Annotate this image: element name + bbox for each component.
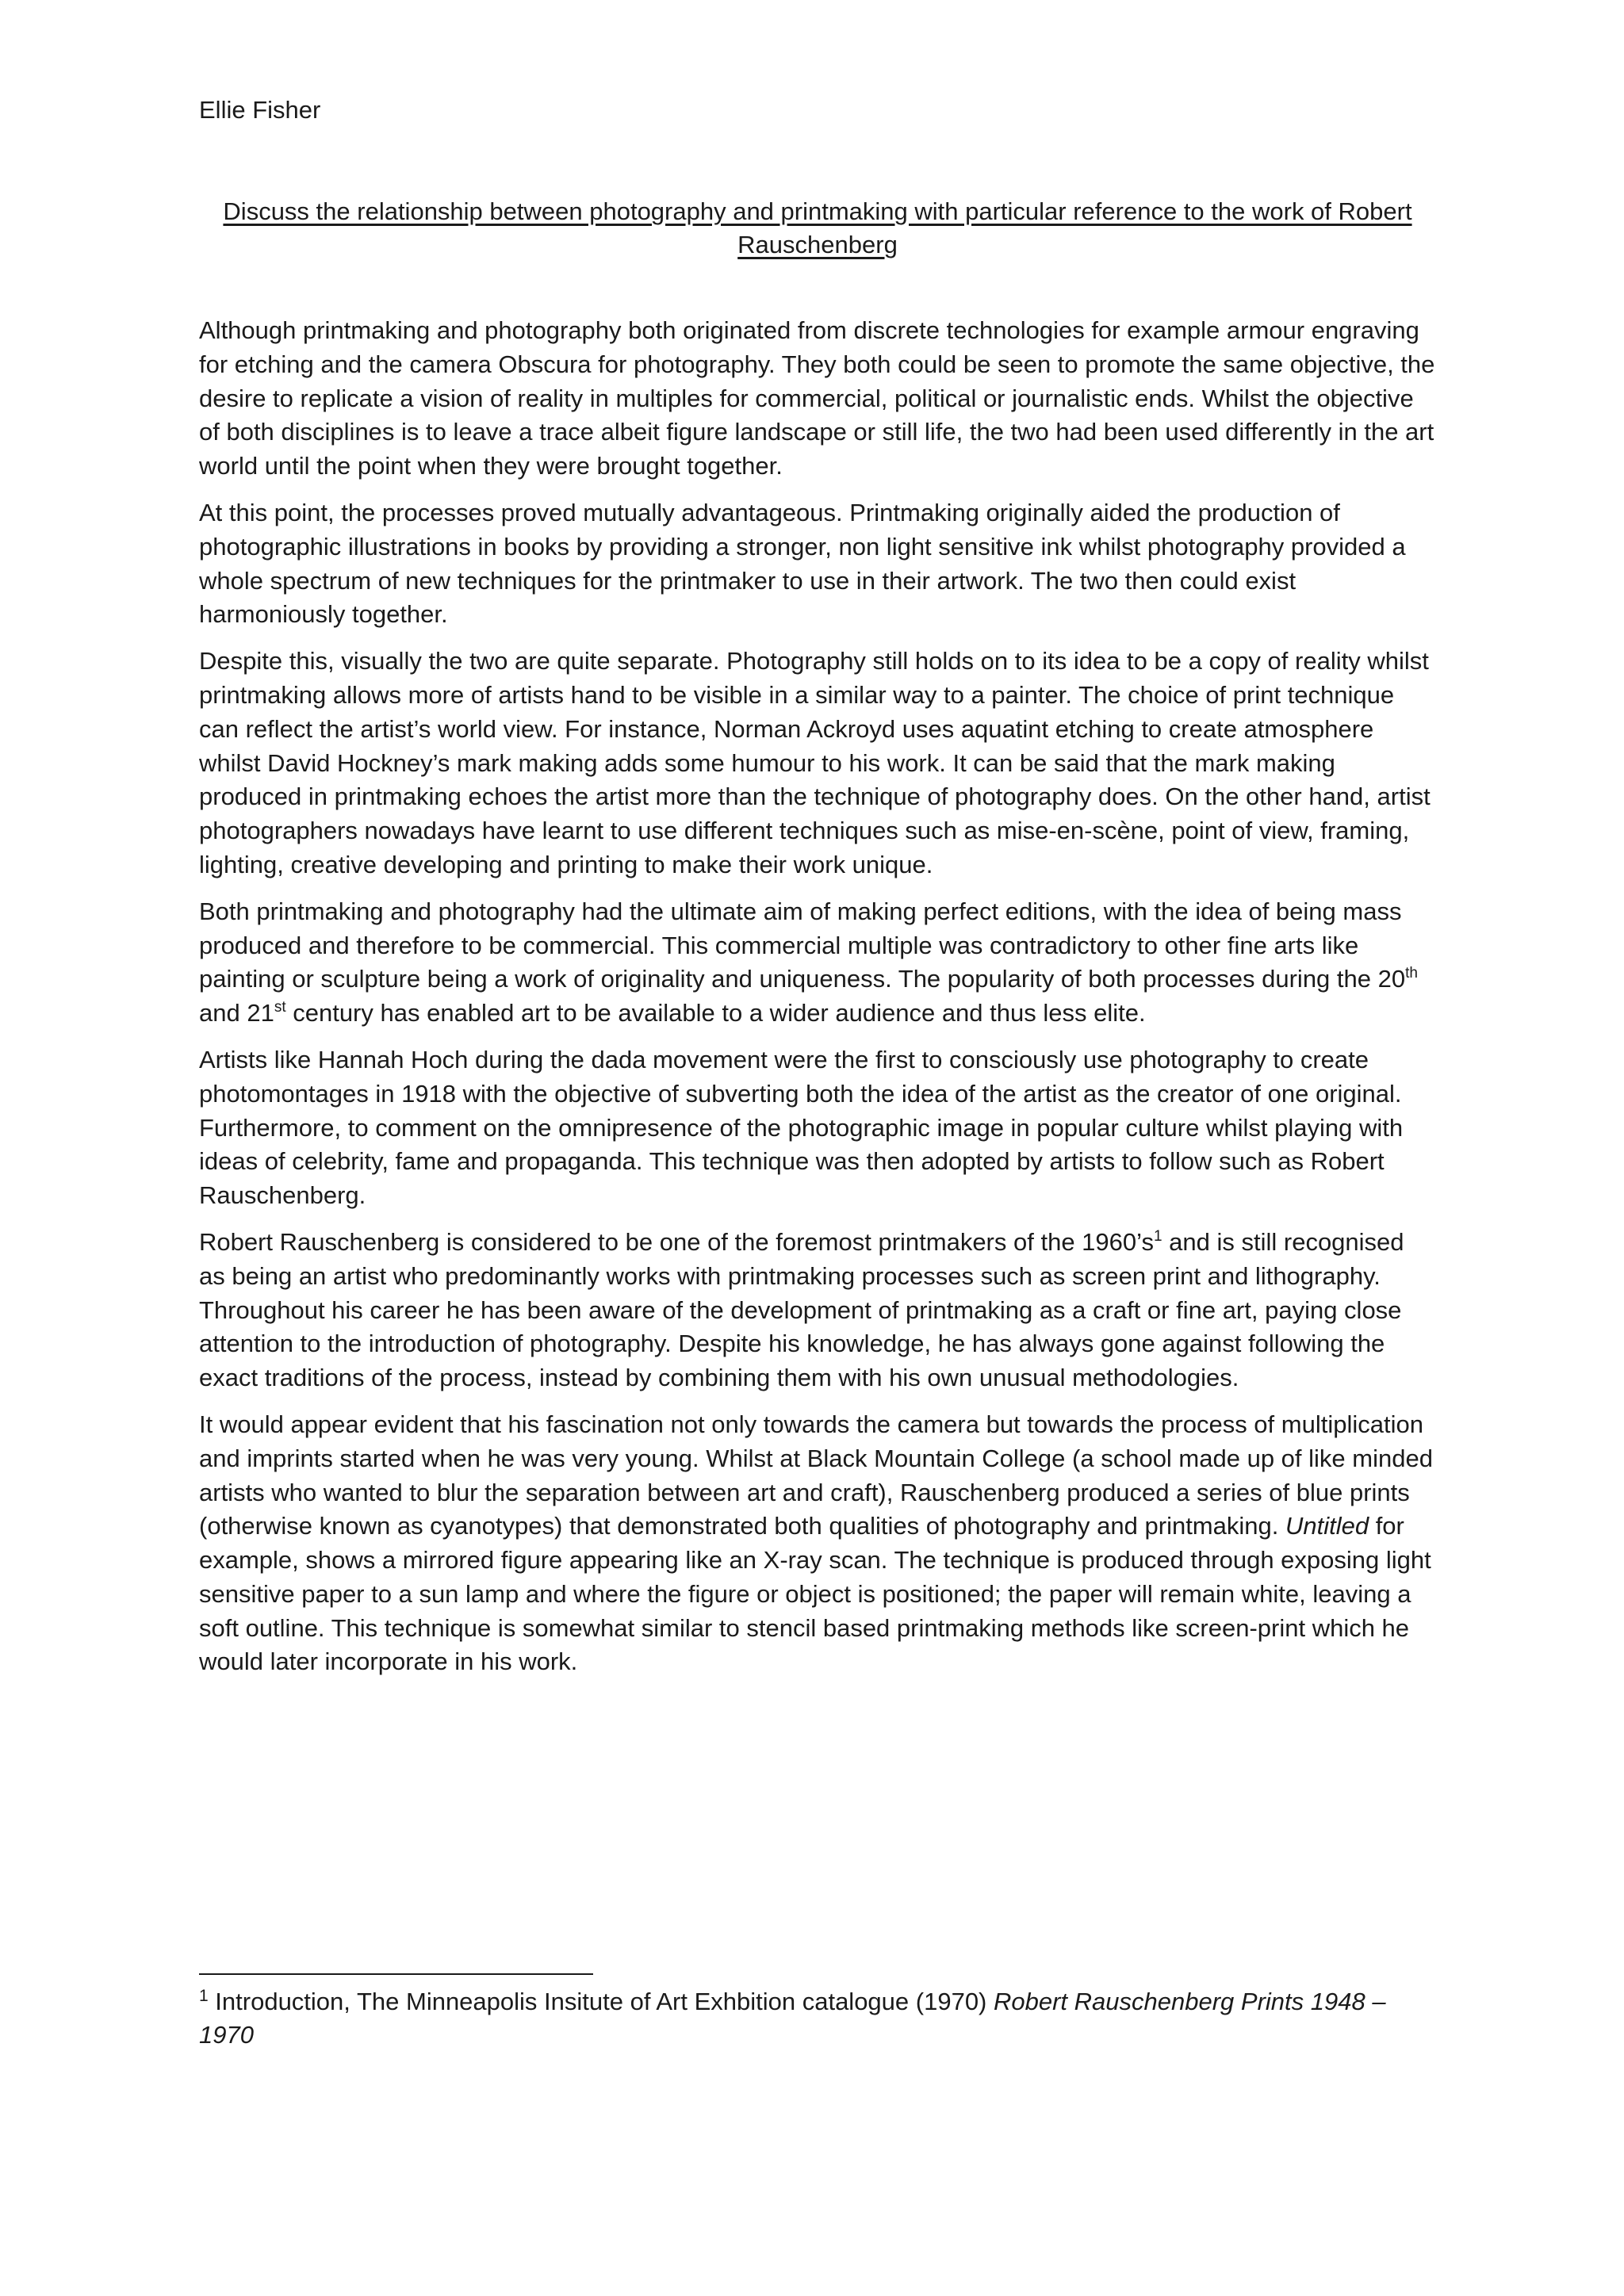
superscript-st: st xyxy=(274,999,286,1016)
footnote-text: Introduction, The Minneapolis Insitute of Art Exhbition catalogue (1970) xyxy=(208,1988,994,2015)
paragraph-4 xyxy=(199,895,1436,1031)
footnote-italic-title: Robert Rauschenberg Prints 1948 – 1970 xyxy=(199,1988,1386,2049)
author-name: Ellie Fisher xyxy=(199,96,321,124)
paragraph-2: At this point, the processes proved mutually advantageous. Printmaking originally aided the production of photographic illustrations in books by providing a stronger, non light sensitive ink whilst photography provided a whole spectrum of new techniques for the printmaker to use in their artwork. The two then could exist harmoniously together. xyxy=(199,498,1406,629)
paragraph-7-text-b: for example, shows a mirrored figure appearing like an X-ray scan. The technique is produced through exposing light sensitive paper to a sun lamp and where the figure or object is positioned; the paper will remain white, leaving a soft outline. This technique is somewhat similar to stencil based printmaking methods like screen-print which he would later incorporate in his work. xyxy=(199,1512,1431,1676)
paragraph-7-text-a: It would appear evident that his fascination not only towards the camera but towards the process of multiplication and imprints started when he was very young. Whilst at Black Mountain College (a school made up of like minded artists who wanted to blur the separation between art and craft), Rauschenberg produced a series of blue prints (otherwise known as cyanotypes) that demonstrated both qualities of photography and printmaking. xyxy=(199,1410,1433,1540)
paragraph-4-text-b: and 21 xyxy=(199,999,274,1027)
paragraph-6 xyxy=(199,1226,1436,1395)
superscript-th: th xyxy=(1405,965,1418,982)
paragraph-5: Artists like Hannah Hoch during the dada movement were the first to consciously use photography to create photomontages in 1918 with the objective of subverting both the idea of the artist as the creator of one original. Furthermore, to comment on the omnipresence of the photographic image in popular culture whilst playing with ideas of celebrity, fame and propaganda. This technique was then adopted by artists to follow such as Robert Rauschenberg. xyxy=(199,1045,1404,1210)
paragraph-4-text-c: century has enabled art to be available to a wider audience and thus less elite. xyxy=(285,999,1146,1027)
footnote xyxy=(199,1985,1436,2052)
essay-body xyxy=(199,314,1436,1692)
paragraph-7 xyxy=(199,1408,1436,1679)
footnote-separator xyxy=(199,1973,593,1975)
paragraph-6-text-a: Robert Rauschenberg is considered to be one of the foremost printmakers of the 1960’s xyxy=(199,1227,1154,1256)
footnote-marker: 1 xyxy=(199,1987,209,2005)
paragraph-6-text-b: and is still recognised as being an artist who predominantly works with printmaking processes such as screen print and lithography. Throughout his career he has been aware of the development of printmaking as a craft or fine art, paying close attention to the introduction of photography. Despite his knowledge, he has always gone against following the exact traditions of the process, instead by combining them with his own unusual methodologies. xyxy=(199,1227,1404,1392)
essay-title: Discuss the relationship between photography and printmaking with particular reference to the work of Robert Rauschenberg xyxy=(223,197,1412,258)
artwork-title-untitled: Untitled xyxy=(1285,1512,1369,1540)
paragraph-4-text-a: Both printmaking and photography had the ultimate aim of making perfect editions, with the idea of being mass produced and therefore to be commercial. This commercial multiple was contradictory to other fine arts like painting or sculpture being a work of originality and uniqueness. The popularity of both processes during the 20 xyxy=(199,897,1406,993)
paragraph-1: Although printmaking and photography both originated from discrete technologies for example armour engraving for etching and the camera Obscura for photography. They both could be seen to promote the same objective, the desire to replicate a vision of reality in multiples for commercial, political or journalistic ends. Whilst the objective of both disciplines is to leave a trace albeit figure landscape or still life, the two had been used differently in the art world until the point when they were brought together. xyxy=(199,316,1435,480)
footnote-reference[interactable]: 1 xyxy=(1153,1227,1162,1245)
paragraph-3: Despite this, visually the two are quite separate. Photography still holds on to its idea to be a copy of reality whilst printmaking allows more of artists hand to be visible in a similar way to a painter. The choice of print technique can reflect the artist’s world view. For instance, Norman Ackroyd uses aquatint etching to create atmosphere whilst David Hockney’s mark making adds some humour to his work. It can be said that the mark making produced in printmaking echoes the artist more than the technique of photography does. On the other hand, artist photographers nowadays have learnt to use different techniques such as mise-en-scène, point of view, framing, lighting, creative developing and printing to make their work unique. xyxy=(199,647,1431,878)
